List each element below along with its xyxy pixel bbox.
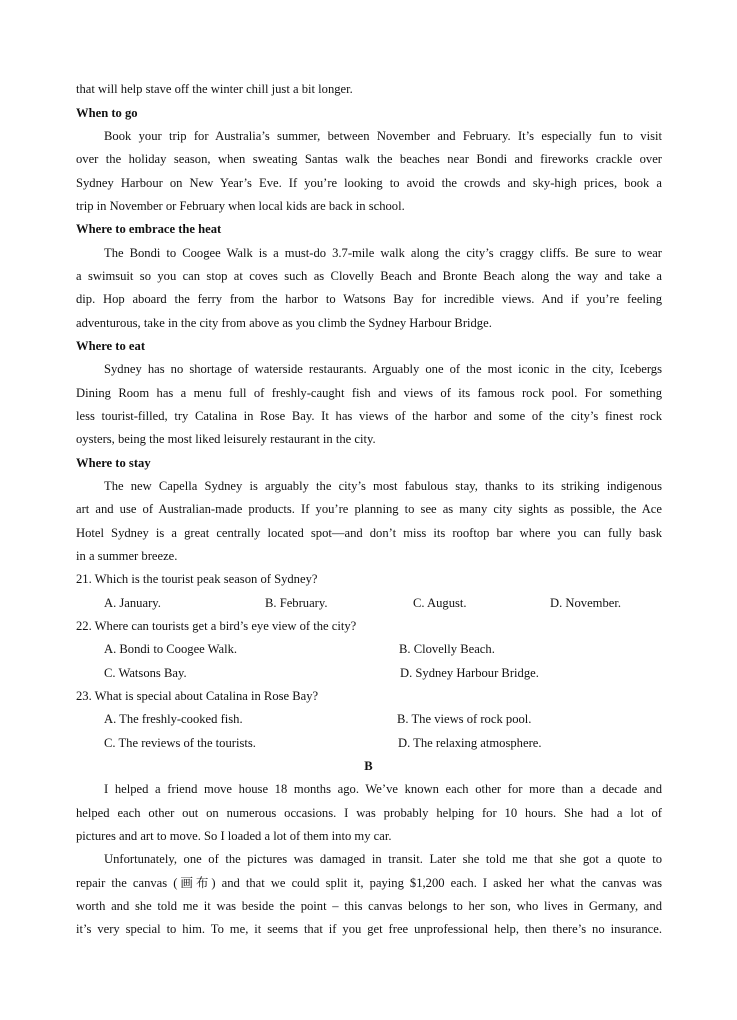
paragraph-line: Book your trip for Australia’s summer, between November and February. It’s especially fun to visit <box>104 129 662 143</box>
section-b-label: B <box>364 759 373 773</box>
paragraph-line: adventurous, take in the city from above as you climb the Sydney Harbour Bridge. <box>76 316 492 330</box>
heading-where-heat: Where to embrace the heat <box>76 222 222 236</box>
question-stem: 23. What is special about Catalina in Rose Bay? <box>76 689 319 703</box>
option-b: B. Clovelly Beach. <box>399 642 495 656</box>
paragraph-line: over the holiday season, when sweating Santas walk the beaches near Bondi and fireworks crackle over <box>76 152 662 166</box>
option-b: B. February. <box>265 596 328 610</box>
option-d: D. November. <box>550 596 621 610</box>
paragraph-line: Sydney has no shortage of waterside restaurants. Arguably one of the most iconic in the city, Icebergs <box>104 362 662 376</box>
question-stem: 21. Which is the tourist peak season of Sydney? <box>76 572 318 586</box>
option-c: C. The reviews of the tourists. <box>104 736 256 750</box>
paragraph-line: Hotel Sydney is a great centrally located spot—and don’t miss its rooftop bar where you can fully bask <box>76 526 662 540</box>
heading-where-stay: Where to stay <box>76 456 151 470</box>
paragraph-line: Sydney Harbour on New Year’s Eve. If you’re looking to avoid the crowds and sky-high prices, book a <box>76 176 662 190</box>
option-b: B. The views of rock pool. <box>397 712 532 726</box>
paragraph-line: art and use of Australian-made products. If you’re planning to see as many city sights as possible, the Ace <box>76 502 662 516</box>
paragraph-line: helped each other out on numerous occasions. I was probably helping for 10 hours. She had a lot of <box>76 806 662 820</box>
heading-when-to-go: When to go <box>76 106 138 120</box>
heading-where-eat: Where to eat <box>76 339 146 353</box>
option-a: A. The freshly-cooked fish. <box>104 712 243 726</box>
paragraph-line: oysters, being the most liked leisurely restaurant in the city. <box>76 432 376 446</box>
option-c: C. Watsons Bay. <box>104 666 187 680</box>
paragraph-line: a swimsuit so you can stop at coves such as Clovelly Beach and Bronte Beach along the way and take a <box>76 269 662 283</box>
paragraph-line: in a summer breeze. <box>76 549 178 563</box>
paragraph-line: The new Capella Sydney is arguably the city’s most fabulous stay, thanks to its striking indigenous <box>104 479 662 493</box>
option-d: D. Sydney Harbour Bridge. <box>400 666 539 680</box>
paragraph-line: less tourist-filled, try Catalina in Rose Bay. It has views of the harbor and some of the city’s finest rock <box>76 409 662 423</box>
paragraph-line: Dining Room has a menu full of freshly-caught fish and views of its famous rock pool. For something <box>76 386 662 400</box>
option-c: C. August. <box>413 596 467 610</box>
paragraph-line: dip. Hop aboard the ferry from the harbor to Watsons Bay for incredible views. And if you’re feeling <box>76 292 662 306</box>
paragraph-line: pictures and art to move. So I loaded a lot of them into my car. <box>76 829 392 843</box>
option-d: D. The relaxing atmosphere. <box>398 736 542 750</box>
paragraph-line: it’s very special to him. To me, it seems that if you get free unprofessional help, then there’s no insurance. <box>76 922 662 936</box>
intro-tail: that will help stave off the winter chill just a bit longer. <box>76 82 353 96</box>
option-a: A. Bondi to Coogee Walk. <box>104 642 238 656</box>
paragraph-line: trip in November or February when local kids are back in school. <box>76 199 405 213</box>
paragraph-line: Unfortunately, one of the pictures was damaged in transit. Later she told me that she got a quote to <box>104 852 662 866</box>
option-a: A. January. <box>104 596 161 610</box>
question-stem: 22. Where can tourists get a bird’s eye view of the city? <box>76 619 357 633</box>
paragraph-line: worth and she told me it was beside the point – this canvas belongs to her son, who lives in Germany, and <box>76 899 662 913</box>
paragraph-line: The Bondi to Coogee Walk is a must-do 3.7-mile walk along the city’s craggy cliffs. Be sure to wear <box>104 246 662 260</box>
paragraph-line: I helped a friend move house 18 months ago. We’ve known each other for more than a decade and <box>104 782 662 796</box>
paragraph-line: repair the canvas (画布) and that we could split it, paying $1,200 each. I asked her what the canvas was <box>76 876 662 890</box>
